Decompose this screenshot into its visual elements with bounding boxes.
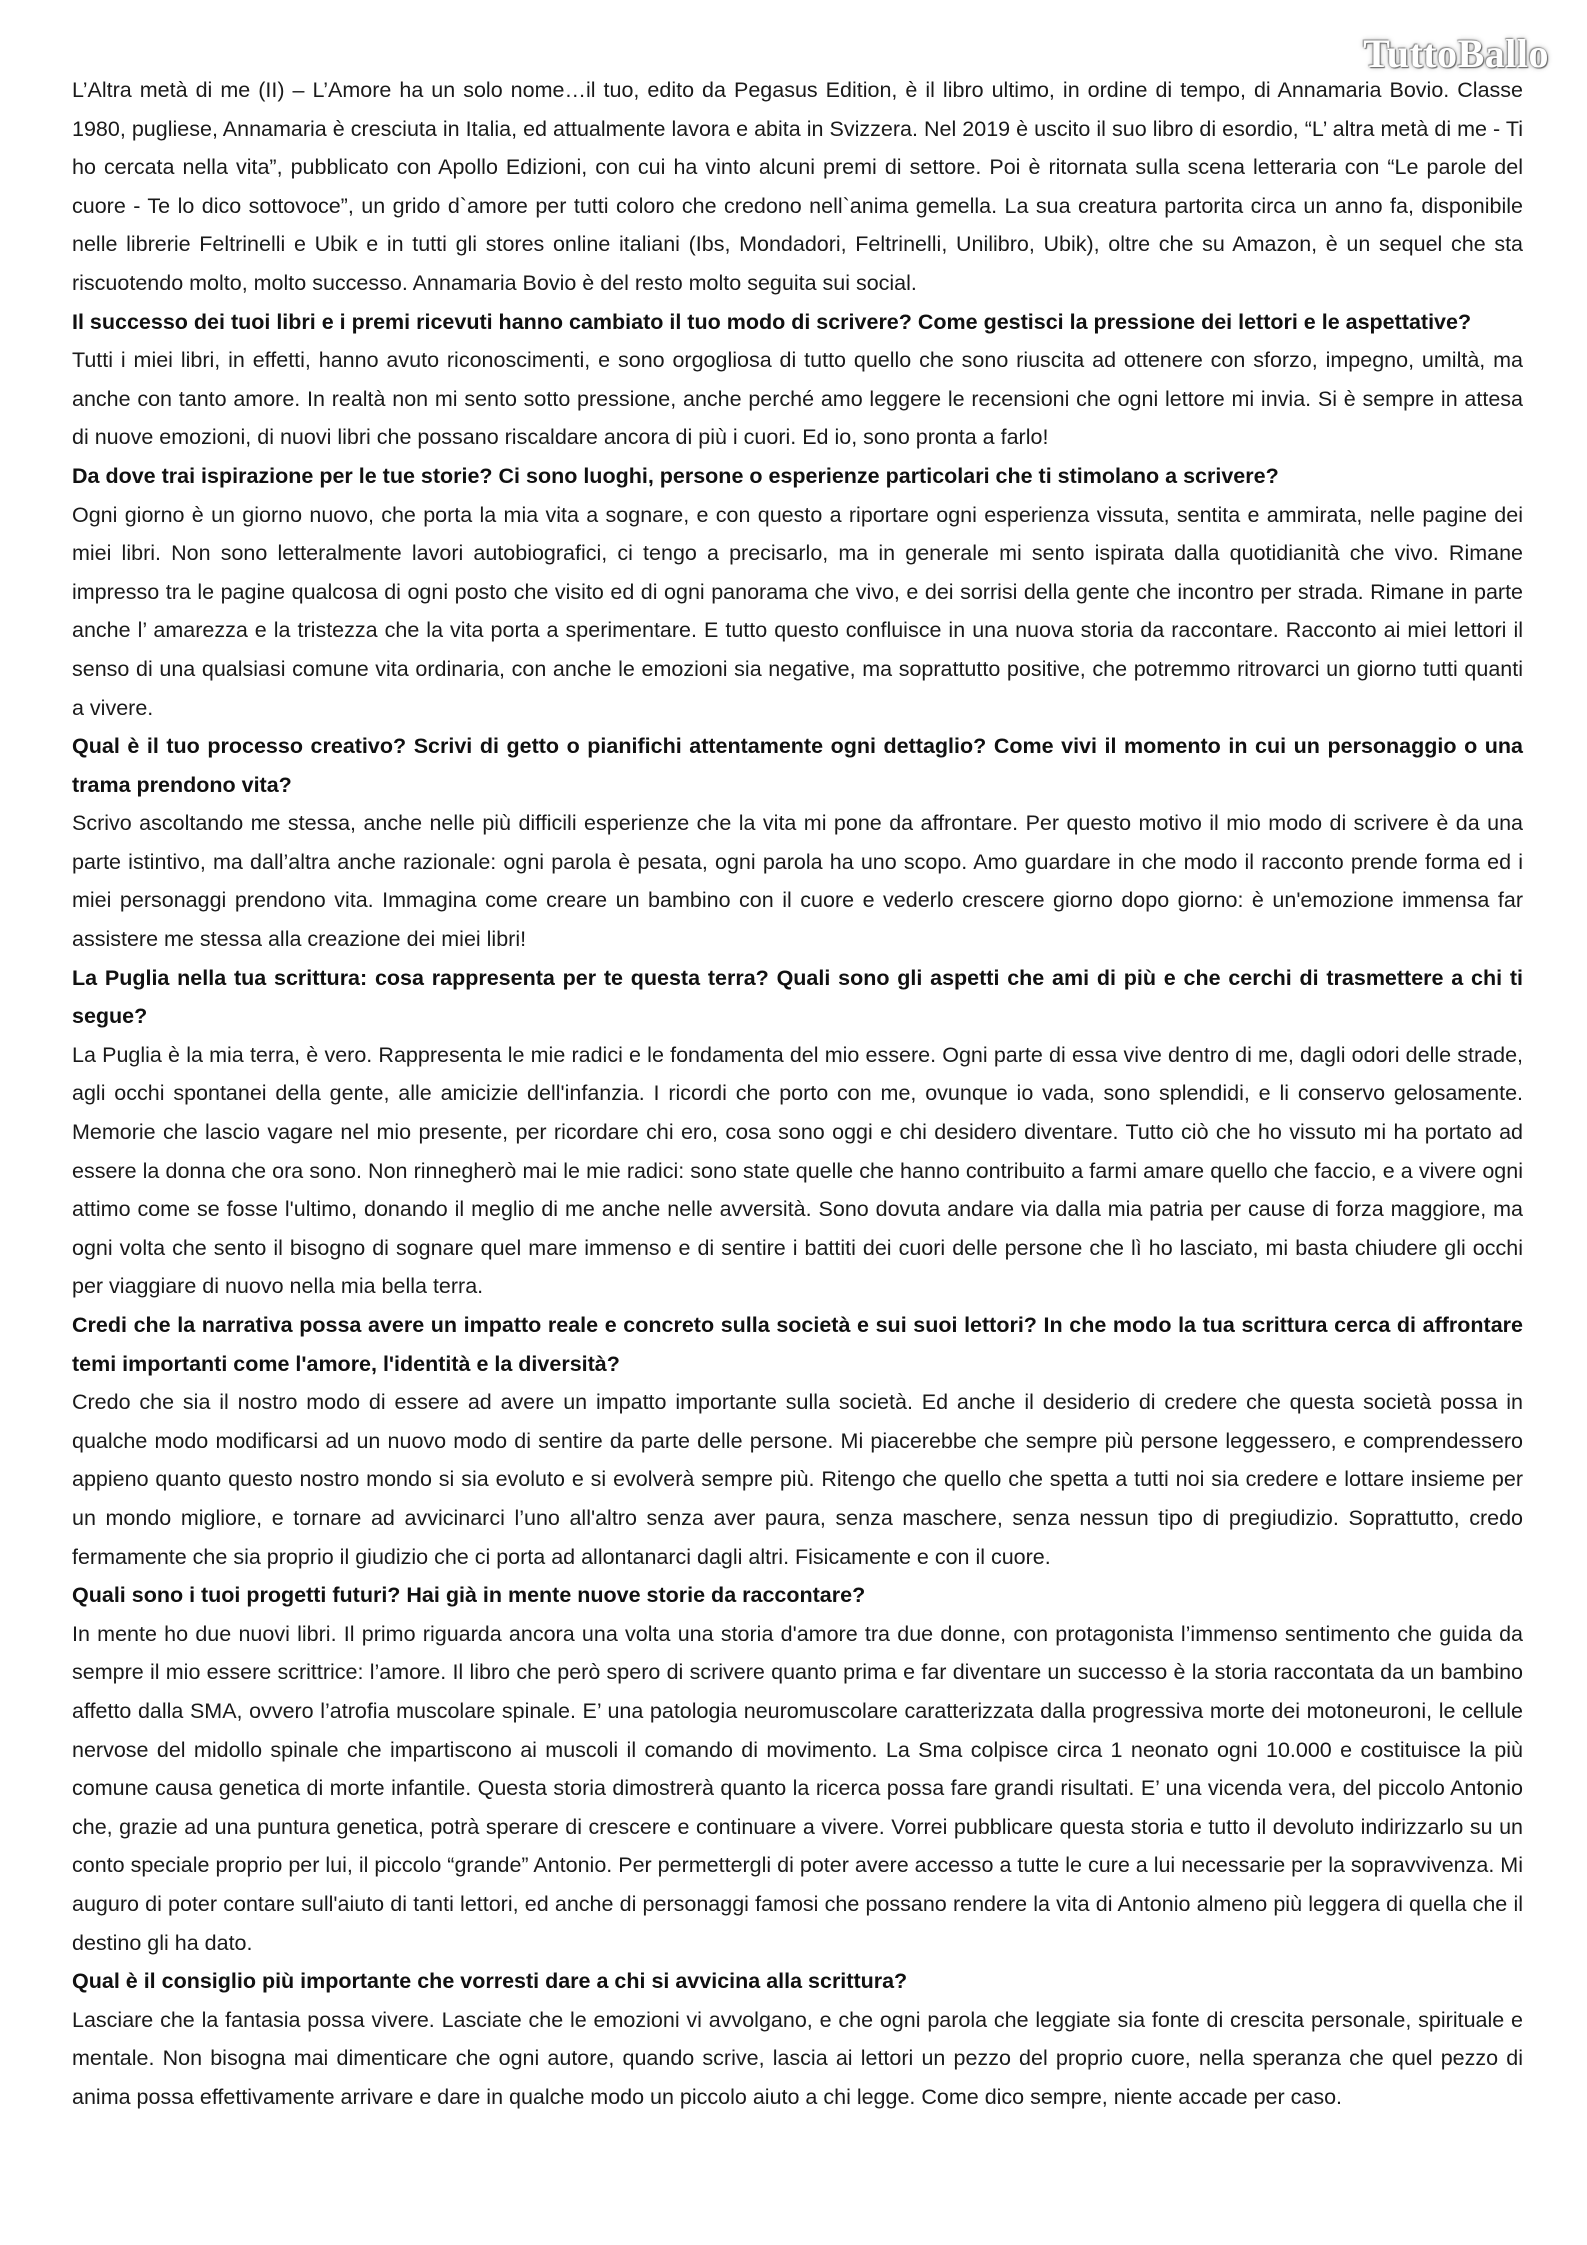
question-1: Il successo dei tuoi libri e i premi ricevuti hanno cambiato il tuo modo di scrivere? Come gestisci la pressione dei lettori e le aspettative? (72, 309, 1472, 334)
answer-2: Ogni giorno è un giorno nuovo, che porta la mia vita a sognare, e con questo a riportare ogni esperienza vissuta, sentita e ammirata, nelle pagine dei miei libri. Non sono letteralmente lavori autobiografici, ci tengo a precisarlo, ma in generale mi sento ispirata dalla quotidianità che vivo. Rimane impresso tra le pagine qualcosa di ogni posto che visito ed di ogni panorama che vivo, e dei sorrisi della gente che incontro per strada. Rimane in parte anche l’ amarezza e la tristezza che la vita porta a sperimentare. E tutto questo confluisce in una nuova storia da raccontare. Racconto ai miei lettori il senso di una qualsiasi comune vita ordinaria, con anche le emozioni sia negative, ma soprattutto positive, che potremmo ritrovarci un giorno tutti quanti a vivere. (72, 502, 1523, 720)
question-3: Qual è il tuo processo creativo? Scrivi di getto o pianifichi attentamente ogni dettaglio? Come vivi il momento in cui un personaggio o una trama prendono vita? (72, 734, 1523, 797)
answer-3: Scrivo ascoltando me stessa, anche nelle più difficili esperienze che la vita mi pone da affrontare. Per questo motivo il mio modo di scrivere è da una parte istintivo, ma dall’altra anche razionale: ogni parola è pesata, ogni parola ha uno scopo. Amo guardare in che modo il racconto prende forma ed i miei personaggi prendono vita. Immagina come creare un bambino con il cuore e vederlo crescere giorno dopo giorno: è un'emozione immensa far assistere me stessa alla creazione dei miei libri! (72, 811, 1523, 952)
answer-1: Tutti i miei libri, in effetti, hanno avuto riconoscimenti, e sono orgogliosa di tutto quello che sono riuscita ad ottenere con sforzo, impegno, umiltà, ma anche con tanto amore. In realtà non mi sento sotto pressione, anche perché amo leggere le recensioni che ogni lettore mi invia. Si è sempre in attesa di nuove emozioni, di nuovi libri che possano riscaldare ancora di più i cuori. Ed io, sono pronta a farlo! (72, 348, 1523, 450)
question-2: Da dove trai ispirazione per le tue storie? Ci sono luoghi, persone o esperienze particolari che ti stimolano a scrivere? (72, 463, 1279, 488)
question-7: Qual è il consiglio più importante che vorresti dare a chi si avvicina alla scrittura? (72, 1969, 908, 1994)
answer-6: In mente ho due nuovi libri. Il primo riguarda ancora una volta una storia d'amore tra due donne, con protagonista l’immenso sentimento che guida da sempre il mio essere scrittrice: l’amore. Il libro che però spero di scrivere quanto prima e far diventare un successo è la storia raccontata da un bambino affetto dalla SMA, ovvero l’atrofia muscolare spinale. E’ una patologia neuromuscolare caratterizzata dalla progressiva morte dei motoneuroni, le cellule nervose del midollo spinale che impartiscono ai muscoli il comando di movimento. La Sma colpisce circa 1 neonato ogni 10.000 e costituisce la più comune causa genetica di morte infantile. Questa storia dimostrerà quanto la ricerca possa fare grandi risultati. E’ una vicenda vera, del piccolo Antonio che, grazie ad una puntura genetica, potrà sperare di crescere e continuare a vivere. Vorrei pubblicare questa storia e tutto il devoluto indirizzarlo su un conto speciale proprio per lui, il piccolo “grande” Antonio. Per permettergli di poter avere accesso a tutte le cure a lui necessarie per la sopravvivenza. Mi auguro di poter contare sull'aiuto di tanti lettori, ed anche di personaggi famosi che possano rendere la vita di Antonio almeno più leggera di quella che il destino gli ha dato. (72, 1621, 1523, 1955)
answer-4: La Puglia è la mia terra, è vero. Rappresenta le mie radici e le fondamenta del mio essere. Ogni parte di essa vive dentro di me, dagli odori delle strade, agli occhi spontanei della gente, alle amicizie dell'infanzia. I ricordi che porto con me, ovunque io vada, sono splendidi, e li conservo gelosamente. Memorie che lascio vagare nel mio presente, per ricordare chi ero, cosa sono oggi e chi desidero diventare. Tutto ciò che ho vissuto mi ha portato ad essere la donna che ora sono. Non rinnegherò mai le mie radici: sono state quelle che hanno contribuito a farmi amare quello che faccio, e a vivere ogni attimo come se fosse l'ultimo, donando il meglio di me anche nelle avversità. Sono dovuta andare via dalla mia patria per cause di forza maggiore, ma ogni volta che sento il bisogno di sognare quel mare immenso e di sentire i battiti dei cuori delle persone che lì ho lasciato, mi basta chiudere gli occhi per viaggiare di nuovo nella mia bella terra. (72, 1042, 1523, 1299)
site-logo: TuttoBallo (1363, 31, 1549, 76)
question-4: La Puglia nella tua scrittura: cosa rappresenta per te questa terra? Quali sono gli aspetti che ami di più e che cerchi di trasmettere a chi ti segue? (72, 965, 1523, 1029)
answer-5: Credo che sia il nostro modo di essere ad avere un impatto importante sulla società. Ed anche il desiderio di credere che questa società possa in qualche modo modificarsi ad un nuovo modo di sentire da parte delle persone. Mi piacerebbe che sempre più persone leggessero, e comprendessero appieno quanto questo nostro mondo si sia evoluto e si evolverà sempre più. Ritengo che quello che spetta a tutti noi sia credere e lottare insieme per un mondo migliore, e tornare ad avvicinarci l’uno all'altro senza aver paura, senza maschere, senza nessun tipo di pregiudizio. Soprattutto, credo fermamente che sia proprio il giudizio che ci porta ad allontanarci dagli altri. Fisicamente e con il cuore. (72, 1390, 1523, 1569)
answer-7: Lasciare che la fantasia possa vivere. Lasciate che le emozioni vi avvolgano, e che ogni parola che leggiate sia fonte di crescita personale, spirituale e mentale. Non bisogna mai dimenticare che ogni autore, quando scrive, lascia ai lettori un pezzo del proprio cuore, nella speranza che quel pezzo di anima possa effettivamente arrivare e dare in qualche modo un piccolo aiuto a chi legge. Come dico sempre, niente accade per caso. (72, 2007, 1523, 2109)
intro-paragraph: L’Altra metà di me (II) – L’Amore ha un solo nome…il tuo, edito da Pegasus Edition, è il libro ultimo, in ordine di tempo, di Annamaria Bovio. Classe 1980, pugliese, Annamaria è cresciuta in Italia, ed attualmente lavora e abita in Svizzera. Nel 2019 è uscito il suo libro di esordio, “L’ altra metà di me - Ti ho cercata nella vita”, pubblicato con Apollo Edizioni, con cui ha vinto alcuni premi di settore. Poi è ritornata sulla scena letteraria con “Le parole del cuore - Te lo dico sottovoce”, un grido d`amore per tutti coloro che credono nell`anima gemella. La sua creatura partorita circa un anno fa, disponibile nelle librerie Feltrinelli e Ubik e in tutti gli stores online italiani (Ibs, Mondadori, Feltrinelli, Unilibro, Ubik), oltre che su Amazon, è un sequel che sta riscuotendo molto, molto successo. Annamaria Bovio è del resto molto seguita sui social. (72, 78, 1523, 295)
question-5: Credi che la narrativa possa avere un impatto reale e concreto sulla società e sui suoi lettori? In che modo la tua scrittura cerca di affrontare temi importanti come l'amore, l'identità e la diversità? (72, 1313, 1523, 1376)
question-6: Quali sono i tuoi progetti futuri? Hai già in mente nuove storie da raccontare? (72, 1583, 866, 1608)
article-body (72, 71, 1523, 2116)
